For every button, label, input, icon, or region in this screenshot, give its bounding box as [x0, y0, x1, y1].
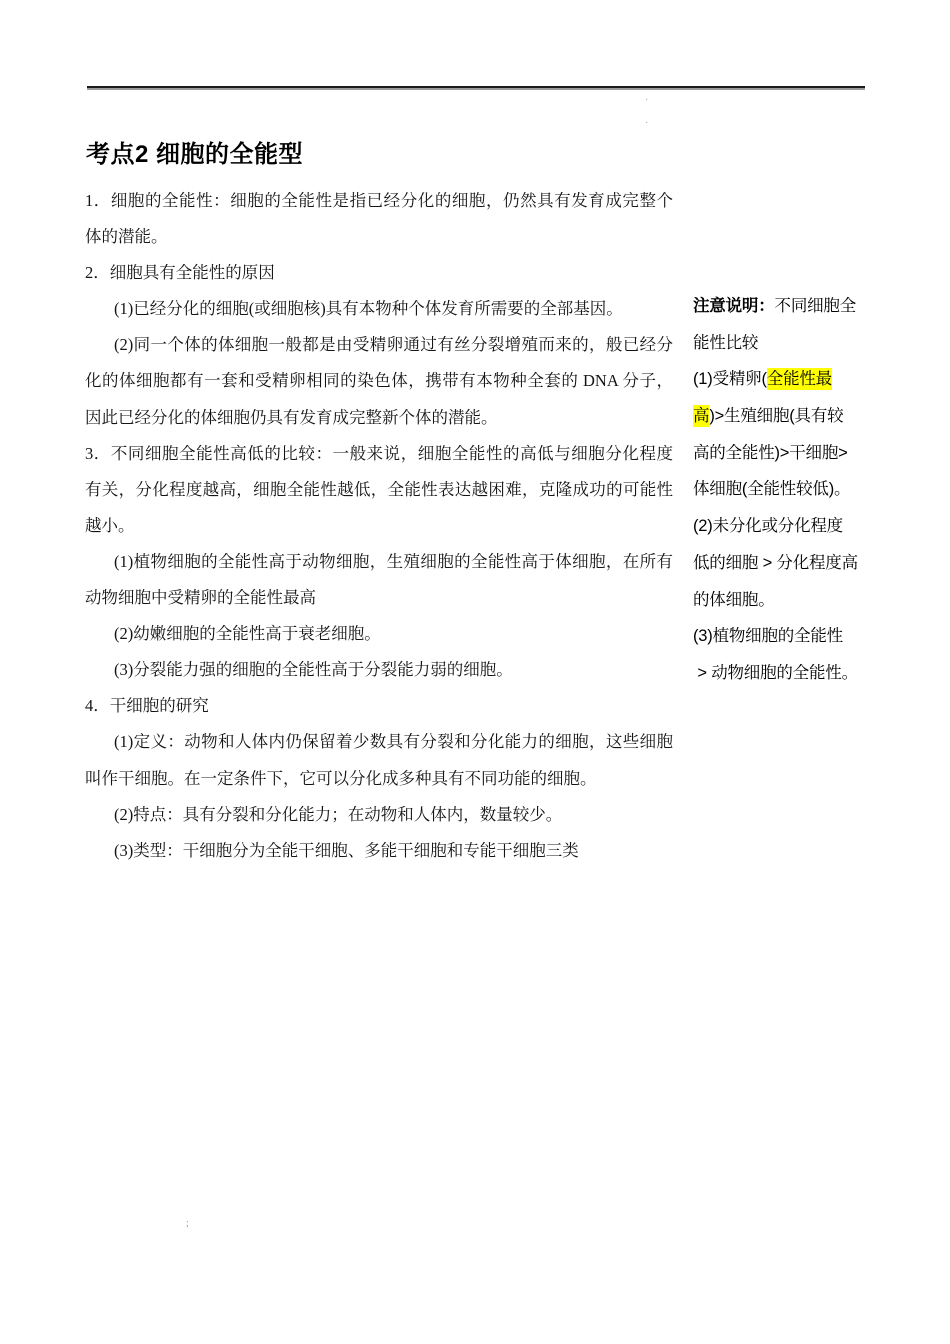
main-text-line: 有关，分化程度越高，细胞全能性越低，全能性表达越困难，克隆成功的可能性: [85, 479, 673, 499]
margin-note-line: [693, 655, 873, 692]
main-text-line: (2)同一个体的体细胞一般都是由受精卵通过有丝分裂增殖而来的，般已经分: [114, 335, 673, 355]
artifact-dot-top-2: ·: [645, 118, 649, 129]
note-label: 注意说明：: [693, 297, 775, 315]
header-divider-line: [87, 86, 865, 90]
main-text-line: (3)分裂能力强的细胞的全能性高于分裂能力弱的细胞。: [114, 660, 513, 680]
main-text-line: 3．不同细胞全能性高低的比较：一般来说，细胞全能性的高低与细胞分化程度: [85, 443, 673, 463]
margin-note-line: [693, 545, 873, 582]
note-text: > 动物细胞的全能性。: [693, 663, 858, 682]
main-text-line: (2)幼嫩细胞的全能性高于衰老细胞。: [114, 624, 381, 644]
main-text-line: 2．细胞具有全能性的原因: [85, 263, 275, 283]
main-text-line: 因此已经分化的体细胞仍具有发育成完整新个体的潜能。: [85, 407, 498, 427]
main-text-line: (3)类型：干细胞分为全能干细胞、多能干细胞和专能干细胞三类: [114, 840, 579, 860]
main-text-line: 动物细胞中受精卵的全能性最高: [85, 588, 316, 608]
main-text-line: 1．细胞的全能性：细胞的全能性是指已经分化的细胞，仍然具有发育成完整个: [85, 191, 673, 210]
note-text: 能性比较: [693, 333, 759, 352]
margin-note-line: [693, 288, 873, 325]
main-text-line: 叫作干细胞。在一定条件下，它可以分化成多种具有不同功能的细胞。: [85, 768, 597, 788]
margin-note-line: [693, 435, 873, 472]
margin-note-line: [693, 325, 873, 362]
main-text-line: (1)植物细胞的全能性高于动物细胞，生殖细胞的全能性高于体细胞，在所有: [114, 551, 673, 571]
note-text: )>生殖细胞(具有较: [709, 407, 844, 426]
margin-note-line: [693, 398, 873, 435]
note-text: 体细胞(全能性较低)。: [693, 480, 851, 499]
note-text: 不同细胞全: [774, 297, 857, 315]
margin-notes-column: [693, 288, 873, 692]
margin-note-line: [693, 471, 873, 508]
margin-note-line: [693, 582, 873, 619]
main-text-line: 4．干细胞的研究: [85, 696, 209, 716]
highlighted-text: 全能性最: [766, 370, 832, 389]
main-text-line: (2)特点：具有分裂和分化能力；在动物和人体内，数量较少。: [114, 804, 563, 824]
section-heading: 考点2 细胞的全能型: [86, 141, 304, 168]
note-text: (2)未分化或分化程度: [693, 517, 843, 536]
note-text: (1)受精卵(: [693, 370, 767, 389]
main-text-line: (1)定义：动物和人体内仍保留着少数具有分裂和分化能力的细胞，这些细胞: [114, 732, 673, 752]
note-text: 高的全能性)>干细胞>: [693, 443, 848, 462]
note-text: 低的细胞 > 分化程度高: [693, 553, 858, 572]
note-text: 的体细胞。: [693, 590, 775, 609]
highlighted-text: 高: [693, 407, 710, 426]
main-text-line: (1)已经分化的细胞(或细胞核)具有本物种个体发育所需要的全部基因。: [114, 299, 623, 319]
margin-note-line: [693, 618, 873, 655]
note-text: (3)植物细胞的全能性: [693, 627, 843, 646]
margin-note-line: [693, 508, 873, 545]
main-text-line: 化的体细胞都有一套和受精卵相同的染色体，携带有本物种全套的 DNA 分子，: [85, 371, 673, 391]
main-text-line: 越小。: [85, 515, 135, 535]
artifact-dot-top-1: ·: [645, 95, 649, 106]
main-text-line: 体的潜能。: [85, 227, 168, 247]
margin-note-line: [693, 361, 873, 398]
main-text-column: [85, 183, 673, 869]
artifact-mark-bottom: ;: [186, 1218, 189, 1229]
